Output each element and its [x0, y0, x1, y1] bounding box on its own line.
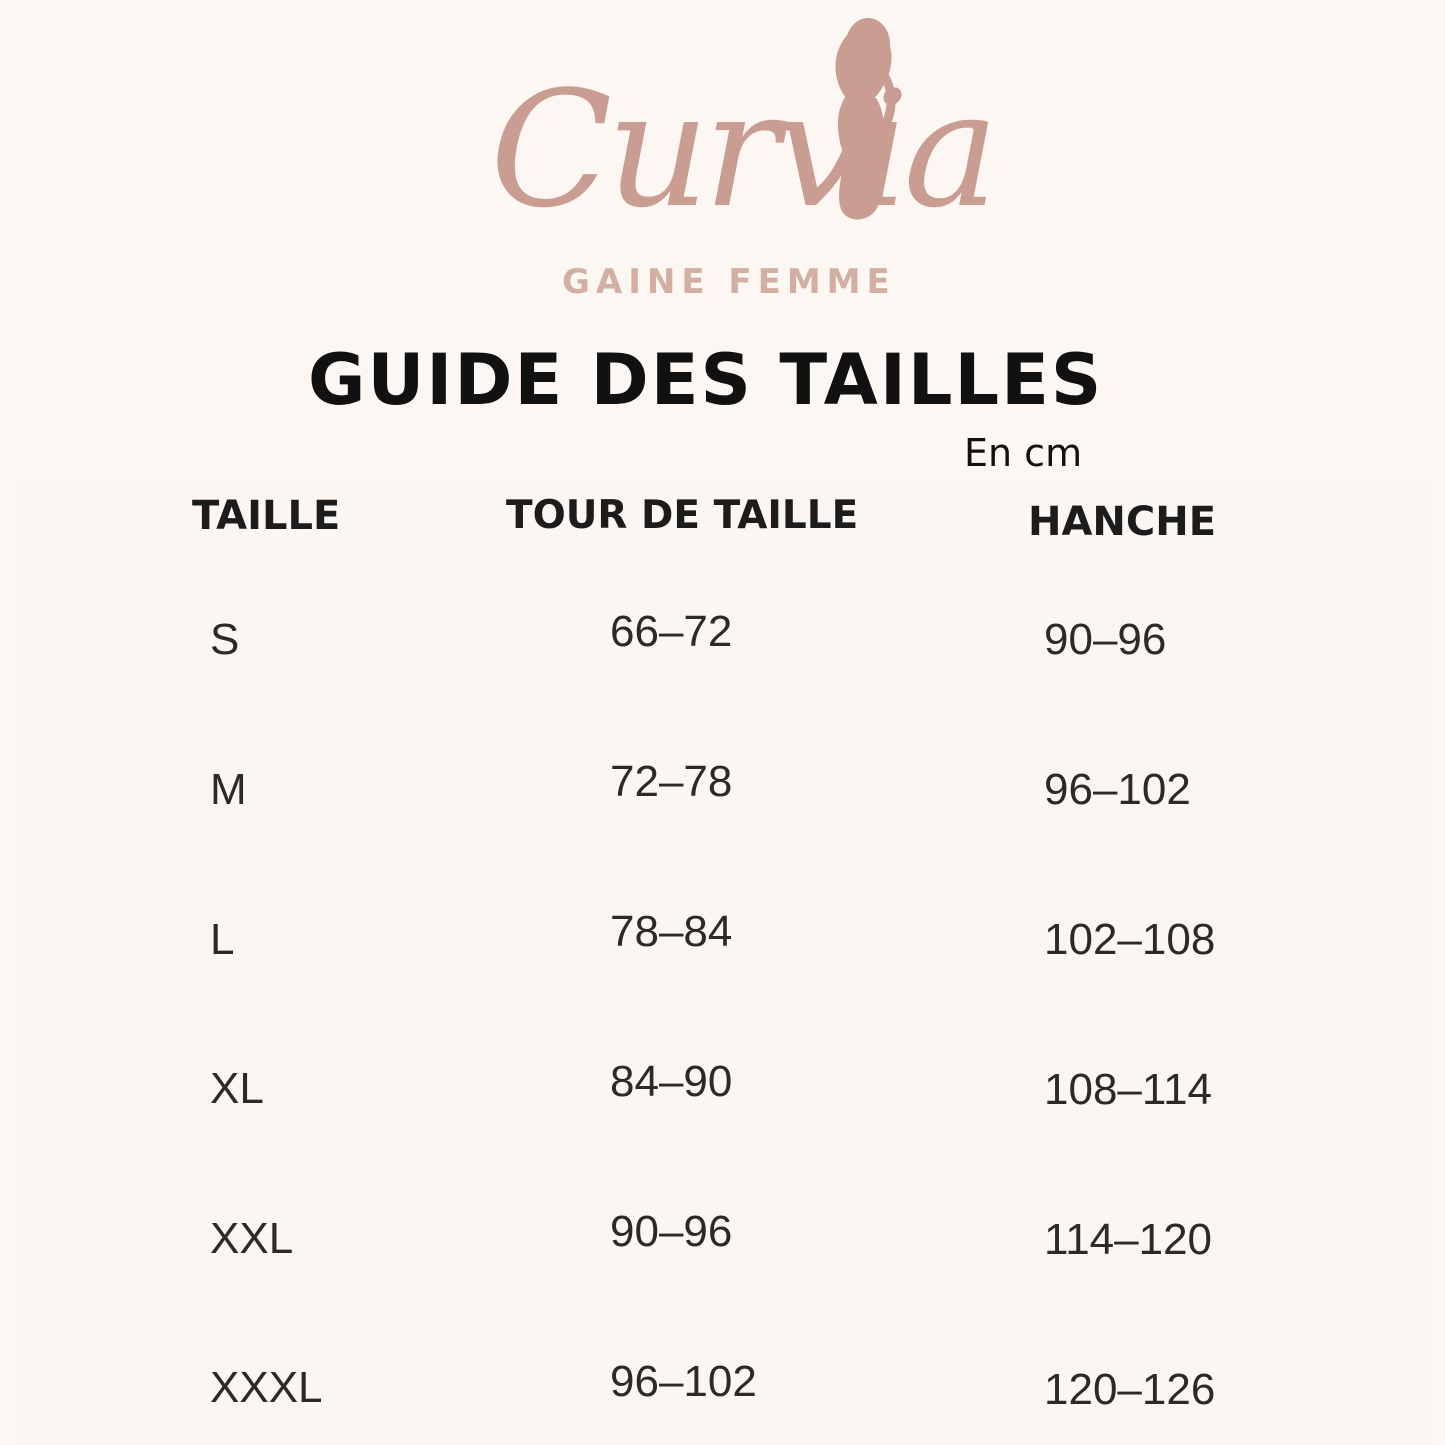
brand-logo	[480, 10, 993, 310]
cell-hip: 102–108	[1044, 915, 1216, 964]
cell-waist: 72–78	[610, 757, 733, 806]
cell-hip: 108–114	[1044, 1065, 1213, 1114]
cell-size: M	[210, 765, 247, 814]
cell-waist: 84–90	[610, 1057, 733, 1106]
cell-size: S	[210, 615, 240, 664]
header-size: TAILLE	[192, 493, 341, 539]
brand-name: Curvia	[490, 56, 993, 243]
header-hip: HANCHE	[1028, 499, 1217, 545]
cell-size: XXL	[210, 1214, 294, 1263]
cell-hip: 114–120	[1044, 1215, 1213, 1264]
cell-hip: 120–126	[1044, 1365, 1216, 1414]
brand-tagline: GAINE FEMME	[562, 262, 896, 302]
cell-waist: 78–84	[610, 907, 733, 956]
cell-waist: 96–102	[610, 1357, 757, 1406]
cell-waist: 66–72	[610, 607, 733, 656]
cell-hip: 90–96	[1044, 615, 1167, 664]
cell-size: XXXL	[210, 1363, 323, 1412]
cell-size: XL	[210, 1064, 264, 1113]
header-waist: TOUR DE TAILLE	[506, 493, 859, 538]
unit-label: En cm	[964, 431, 1083, 475]
cell-size: L	[210, 915, 235, 964]
page-title: GUIDE DES TAILLES	[308, 339, 1104, 421]
cell-hip: 96–102	[1044, 765, 1191, 814]
cell-waist: 90–96	[610, 1207, 733, 1256]
